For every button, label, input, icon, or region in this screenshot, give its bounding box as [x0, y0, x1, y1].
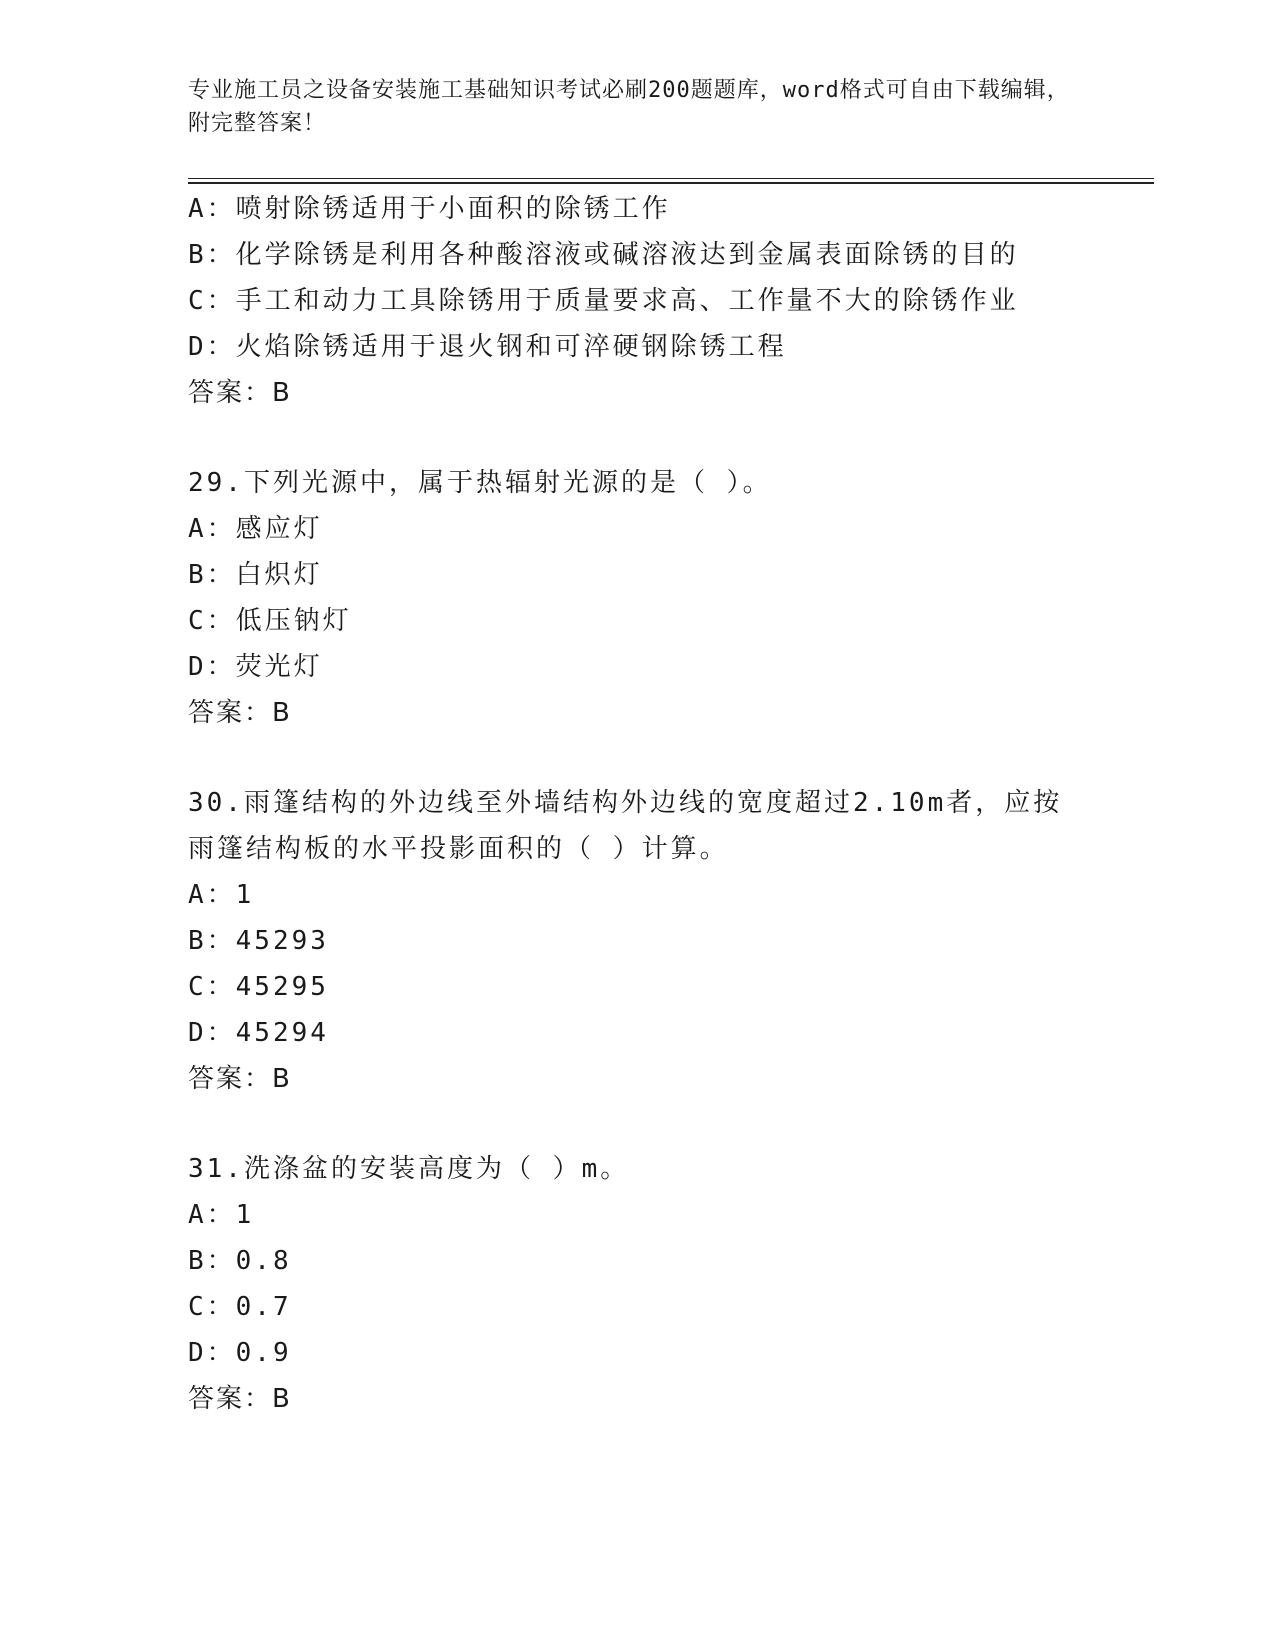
answer-line: 答案：B [188, 1064, 292, 1094]
answer-line: 答案：B [188, 698, 292, 728]
option-b: B：白炽灯 [188, 560, 323, 590]
option-d: D：45294 [188, 1018, 329, 1048]
header-divider-thick [188, 182, 1154, 184]
question-block-29 [188, 460, 1088, 736]
question-block-31 [188, 1146, 1088, 1422]
option-b: B：化学除锈是利用各种酸溶液或碱溶液达到金属表面除锈的目的 [188, 240, 1019, 270]
question-block-30 [188, 780, 1088, 1102]
option-d: D：荧光灯 [188, 652, 323, 682]
option-a: A：1 [188, 1200, 255, 1230]
document-header: 专业施工员之设备安装施工基础知识考试必刷200题题库，word格式可自由下载编辑，附完整答案！ [188, 78, 1070, 136]
question-block-prev [188, 186, 1088, 416]
option-c: C：低压钠灯 [188, 606, 352, 636]
option-a: A：喷射除锈适用于小面积的除锈工作 [188, 194, 671, 224]
option-c: C：45295 [188, 972, 329, 1002]
question-text: 31.洗涤盆的安装高度为（ ）m。 [188, 1154, 630, 1184]
option-b: B：0.8 [188, 1246, 292, 1276]
option-a: A：1 [188, 880, 255, 910]
option-d: D：0.9 [188, 1338, 292, 1368]
header-divider-thin [188, 178, 1154, 179]
answer-line: 答案：B [188, 1384, 292, 1414]
question-text: 29.下列光源中，属于热辐射光源的是（ ）。 [188, 468, 772, 498]
option-d: D：火焰除锈适用于退火钢和可淬硬钢除锈工程 [188, 332, 787, 362]
option-b: B：45293 [188, 926, 329, 956]
option-c: C：0.7 [188, 1292, 292, 1322]
option-a: A：感应灯 [188, 514, 323, 544]
option-c: C：手工和动力工具除锈用于质量要求高、工作量不大的除锈作业 [188, 286, 1019, 316]
answer-line: 答案：B [188, 378, 292, 408]
question-list [188, 186, 1088, 1422]
question-text: 30.雨篷结构的外边线至外墙结构外边线的宽度超过2.10m者，应按雨篷结构板的水平投影面积的（ ）计算。 [188, 788, 1063, 864]
